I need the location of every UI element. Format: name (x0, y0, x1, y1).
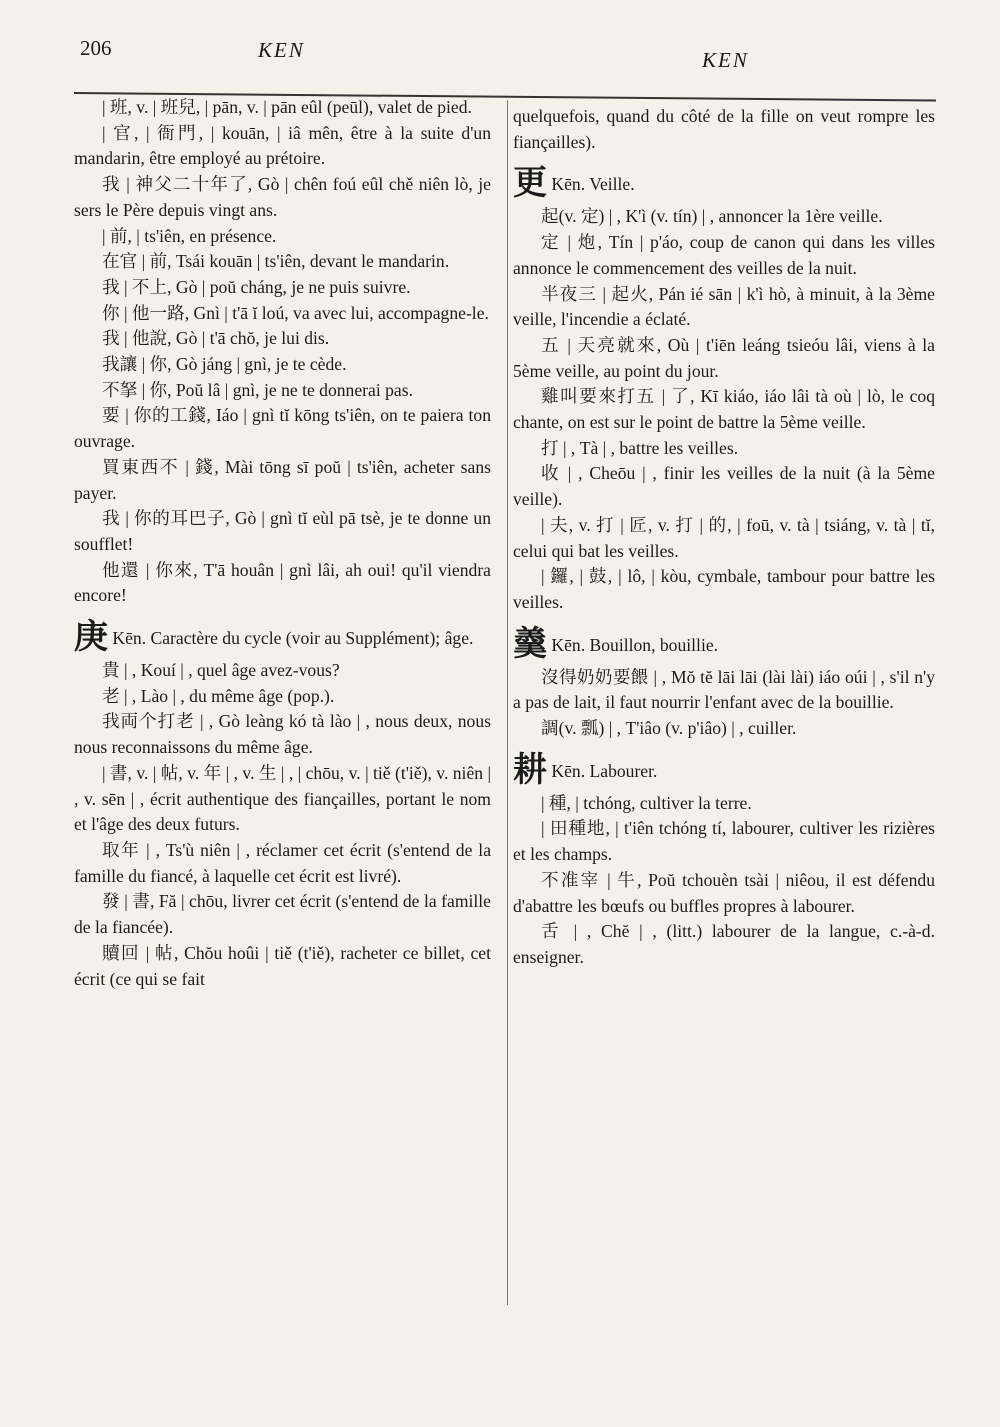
sub-entry: 定 | 炮, Tín | p'áo, coup de canon qui dans les villes annonce le commencement des veilles de la nuit. (513, 232, 935, 278)
sub-entry: 不准宰 | 牛, Poŭ tchouèn tsài | niêou, il est défendu d'abattre les bœufs ou buffles propres à labourer. (513, 869, 935, 916)
sub-entry: 老 | , Lào | , du même âge (pop.). (102, 685, 335, 706)
sub-entry: | 田種地, | t'iên tchóng tí, labourer, cultiver les rizières et les champs. (513, 818, 935, 865)
head-character: 庚 (74, 617, 108, 658)
sub-entry: 雞叫要來打五 | 了, Kī kiáo, iáo lâi tà où | lò, le coq chante, on est sur le point de battre la 5ème veille. (513, 386, 935, 433)
sub-entry: | 官, | 衙門, | kouān, | iâ mên, être à la suite d'un mandarin, être employé au prétoire. (74, 122, 491, 169)
sub-entry: 我 | 神父二十年了, Gò | chên foú eûl chě niên lò, je sers le Père depuis vingt ans. (74, 174, 491, 220)
sub-entry: 發 | 書, Fă | chōu, livrer cet écrit (s'entend de la famille de la fiancée). (74, 891, 491, 938)
dictionary-head-entry (513, 624, 935, 664)
sub-entry: 贖回 | 帖, Chŏu hoûi | tiě (t'iě), racheter ce billet, cet écrit (ce qui se fait (74, 942, 491, 989)
head-character: 更 (513, 163, 547, 204)
sub-entry: 收 | , Cheōu | , finir les veilles de la nuit (à la 5ème veille). (513, 463, 935, 510)
sub-entry: 半夜三 | 起火, Pán ié sān | k'ì hò, à minuit, à la 3ème veille, l'incendie a éclaté. (513, 283, 935, 330)
sub-entry: 五 | 天亮就來, Où | t'iēn leáng tsieóu lâi, viens à la 5ème veille, au point du jour. (513, 334, 935, 381)
head-definition: Kēn. Bouillon, bouillie. (547, 634, 719, 655)
sub-entry: 要 | 你的工錢, Iáo | gnì tĭ kōng ts'iên, on te paiera ton ouvrage. (74, 405, 491, 452)
running-head-left: KEN (258, 38, 305, 62)
sub-entry: | 書, v. | 帖, v. 年 | , v. 生 | , | chōu, v. | tiě (t'iě), v. niên | , v. sēn | , écrit authentique des fiançailles, portant le nom et l'âge des deux futurs. (74, 762, 491, 835)
sub-entry: | 班, v. | 班兒, | pān, v. | pān eûl (peūl), valet de pied. (102, 97, 472, 117)
sub-entry: 我両个打老 | , Gò leàng kó tà lào | , nous deux, nous nous reconnaissons du même âge. (74, 711, 491, 758)
sub-entry: | 夫, v. 打 | 匠, v. 打 | 的, | foū, v. tà | tsiáng, v. tà | tĭ, celui qui bat les veilles. (513, 514, 935, 561)
sub-entry: 打 | , Tà | , battre les veilles. (541, 437, 739, 458)
sub-entry: 他還 | 你來, T'ā houân | gnì lâi, ah oui! qu'il viendra encore! (74, 559, 491, 606)
sub-entry: 不拏 | 你, Poŭ lâ | gnì, je ne te donnerai pas. (102, 379, 413, 400)
sub-entry: 取年 | , Ts'ù niên | , réclamer cet écrit (s'entend de la famille du fiancé, à laquelle cet écrit est livré). (74, 839, 491, 886)
head-definition: Kēn. Veille. (547, 174, 635, 195)
sub-entry: 你 | 他一路, Gnì | t'ā ĭ loú, va avec lui, accompagne-le. (102, 302, 489, 323)
sub-entry: 我讓 | 你, Gò jáng | gnì, je te cède. (102, 354, 347, 375)
head-character: 耕 (513, 749, 547, 790)
dictionary-head-entry (74, 617, 491, 657)
sub-entry: 買東西不 | 錢, Mài tōng sī poŭ | ts'iên, acheter sans payer. (74, 456, 491, 503)
sub-entry: 貴 | , Kouí | , quel âge avez-vous? (102, 660, 340, 681)
sub-entry: | 種, | tchóng, cultiver la terre. (541, 792, 752, 813)
right-column (513, 104, 935, 971)
column-divider (507, 100, 508, 1305)
sub-entry: | 前, | ts'iên, en présence. (102, 225, 277, 246)
sub-entry: 我 | 不上, Gò | poŭ cháng, je ne puis suivre. (102, 276, 411, 297)
sub-entry: 我 | 他說, Gò | t'ā chŏ, je lui dis. (102, 328, 330, 349)
head-definition: Kēn. Labourer. (547, 760, 658, 781)
head-definition: Kēn. Caractère du cycle (voir au Supplément); âge. (108, 628, 474, 649)
dictionary-head-entry (513, 750, 935, 790)
sub-entry: 我 | 你的耳巴子, Gò | gnì tĭ eùl pā tsè, je te donne un soufflet! (74, 508, 491, 554)
continued-text: quelquefois, quand du côté de la fille on veut rompre les fiançailles). (513, 106, 935, 152)
sub-entry: 舌 | , Chĕ | , (litt.) labourer de la langue, c.-à-d. enseigner. (513, 921, 935, 967)
left-column (74, 95, 491, 992)
dictionary-head-entry (513, 163, 935, 203)
sub-entry: 在官 | 前, Tsái kouān | ts'iên, devant le mandarin. (102, 251, 450, 272)
sub-entry: 沒得奶奶要餵 | , Mŏ tĕ lāi lāi (lài lài) iáo oúi | , s'il n'y a pas de lait, il faut nourrir l'enfant avec de la bouillie. (513, 666, 935, 713)
sub-entry: 起(v. 定) | , K'ì (v. tín) | , annoncer la 1ère veille. (541, 206, 883, 227)
sub-entry: 調(v. 瓢) | , T'iâo (v. p'iâo) | , cuiller. (541, 718, 797, 739)
running-head-right: KEN (702, 48, 749, 72)
page-number: 206 (80, 36, 112, 60)
sub-entry: | 鑼, | 鼓, | lô, | kòu, cymbale, tambour pour battre les veilles. (513, 566, 935, 612)
head-character: 羹 (513, 623, 547, 664)
